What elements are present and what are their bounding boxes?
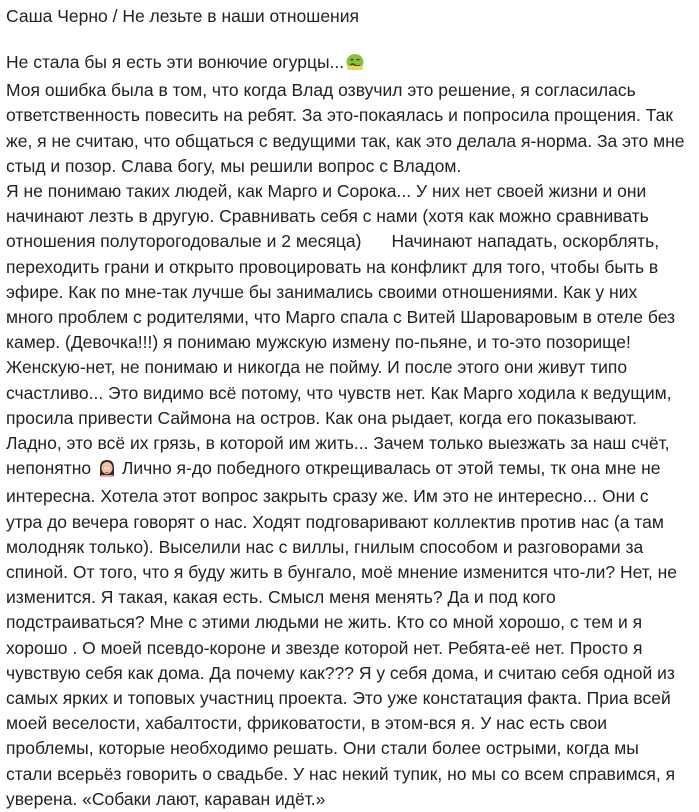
post-line: хорошо . О моей псевдо-короне и звезде которой нет. Ребята-её нет. Просто я: [6, 637, 643, 658]
post-line: интересна. Хотела этот вопрос закрыть сразу же. Им это не интересно... Они с: [6, 486, 649, 507]
post-line: ответственность повесить на ребят. За это-покаялась и попросила прощения. Так: [6, 105, 673, 126]
post-line: самых ярких и топовых участниц проекта. Это уже констатация факта. Приа всей: [6, 688, 671, 709]
post-line: уверена. «Собаки лают, караван идёт.»: [6, 788, 326, 809]
post-line: утра до вечера говорят о нас. Ходят подговаривают коллектив против нас (а там: [6, 511, 664, 532]
post-body: [6, 50, 689, 812]
post-line: непонятно Лично я-до победного открещивалась от этой темы, тк она мне не: [6, 456, 689, 484]
nauseated-face-icon: [345, 53, 365, 78]
post-line: отношения полуторогодовалые и 2 месяца) Начинают нападать, оскорблять,: [6, 231, 660, 252]
post-line: много проблем с родителями, что Марго спала с Витей Шароваровым в отеле без: [6, 307, 676, 328]
post-line: моей веселости, хабалтости, фриковатости, в этом-вся я. У нас есть свои: [6, 713, 608, 734]
post-line: Ладно, это всё их грязь, в которой им жить... Зачем только выезжать за наш счёт,: [6, 433, 670, 454]
post-line: же, я не считаю, что общаться с ведущими так, как это делала я-норма. За это мне: [6, 130, 685, 151]
page-title: Саша Черно / Не лезьте в наши отношения: [6, 6, 359, 26]
post-line: спиной. От того, что я буду жить в бунгало, моё мнение изменится что-ли? Нет, не: [6, 562, 677, 583]
post-line: камер. (Девочка!!!) я понимаю мужскую измену по-пьяне, и то-это позорище!: [6, 332, 631, 353]
post-line: стали всерьёз говорить о свадьбе. У нас некий тупик, но мы со всем справимся, я: [6, 763, 676, 784]
post-line: проблемы, которые необходимо решать. Они стали более острыми, когда мы: [6, 738, 639, 759]
post-line: переходить грани и открыто провоцировать на конфликт для того, чтобы быть в: [6, 256, 659, 277]
post-line: Не стала бы я есть эти вонючие огурцы...: [6, 50, 689, 78]
post-line: просила привести Саймона на остров. Как она рыдает, когда его показывают.: [6, 407, 637, 428]
post-line: Моя ошибка была в том, что когда Влад озвучил это решение, я согласилась: [6, 80, 636, 101]
post-line: Я не понимаю таких людей, как Марго и Сорока... У них нет своей жизни и они: [6, 181, 647, 202]
post-line: эфире. Как по мне-так лучше бы занимались своими отношениями. Как у них: [6, 281, 638, 302]
post-line: чувствую себя как дома. Да почему как??? Я у себя дома, и считаю себя одной из: [6, 662, 675, 683]
post-line: счастливо... Это видимо всё потому, что чувств нет. Как Марго ходила к ведущим,: [6, 382, 672, 403]
post-line: начинают лезть в другую. Сравнивать себя с нами (хотя как можно сравнивать: [6, 206, 649, 227]
post-line: Женскую-нет, не понимаю и никогда не пойму. И после этого они живут типо: [6, 357, 628, 378]
post-line: молодняк только). Выселили нас с виллы, гнилым способом и разговорами за: [6, 536, 644, 557]
post-line: изменится. Я такая, какая есть. Смысл меня менять? Да и под кого: [6, 587, 556, 608]
post-line: подстраиваться? Мне с этими людьми не жить. Кто со мной хорошо, с тем и я: [6, 612, 643, 633]
post-line: стыд и позор. Слава богу, мы решили вопрос с Владом.: [6, 155, 462, 176]
woman-facepalming-icon: [97, 458, 117, 484]
